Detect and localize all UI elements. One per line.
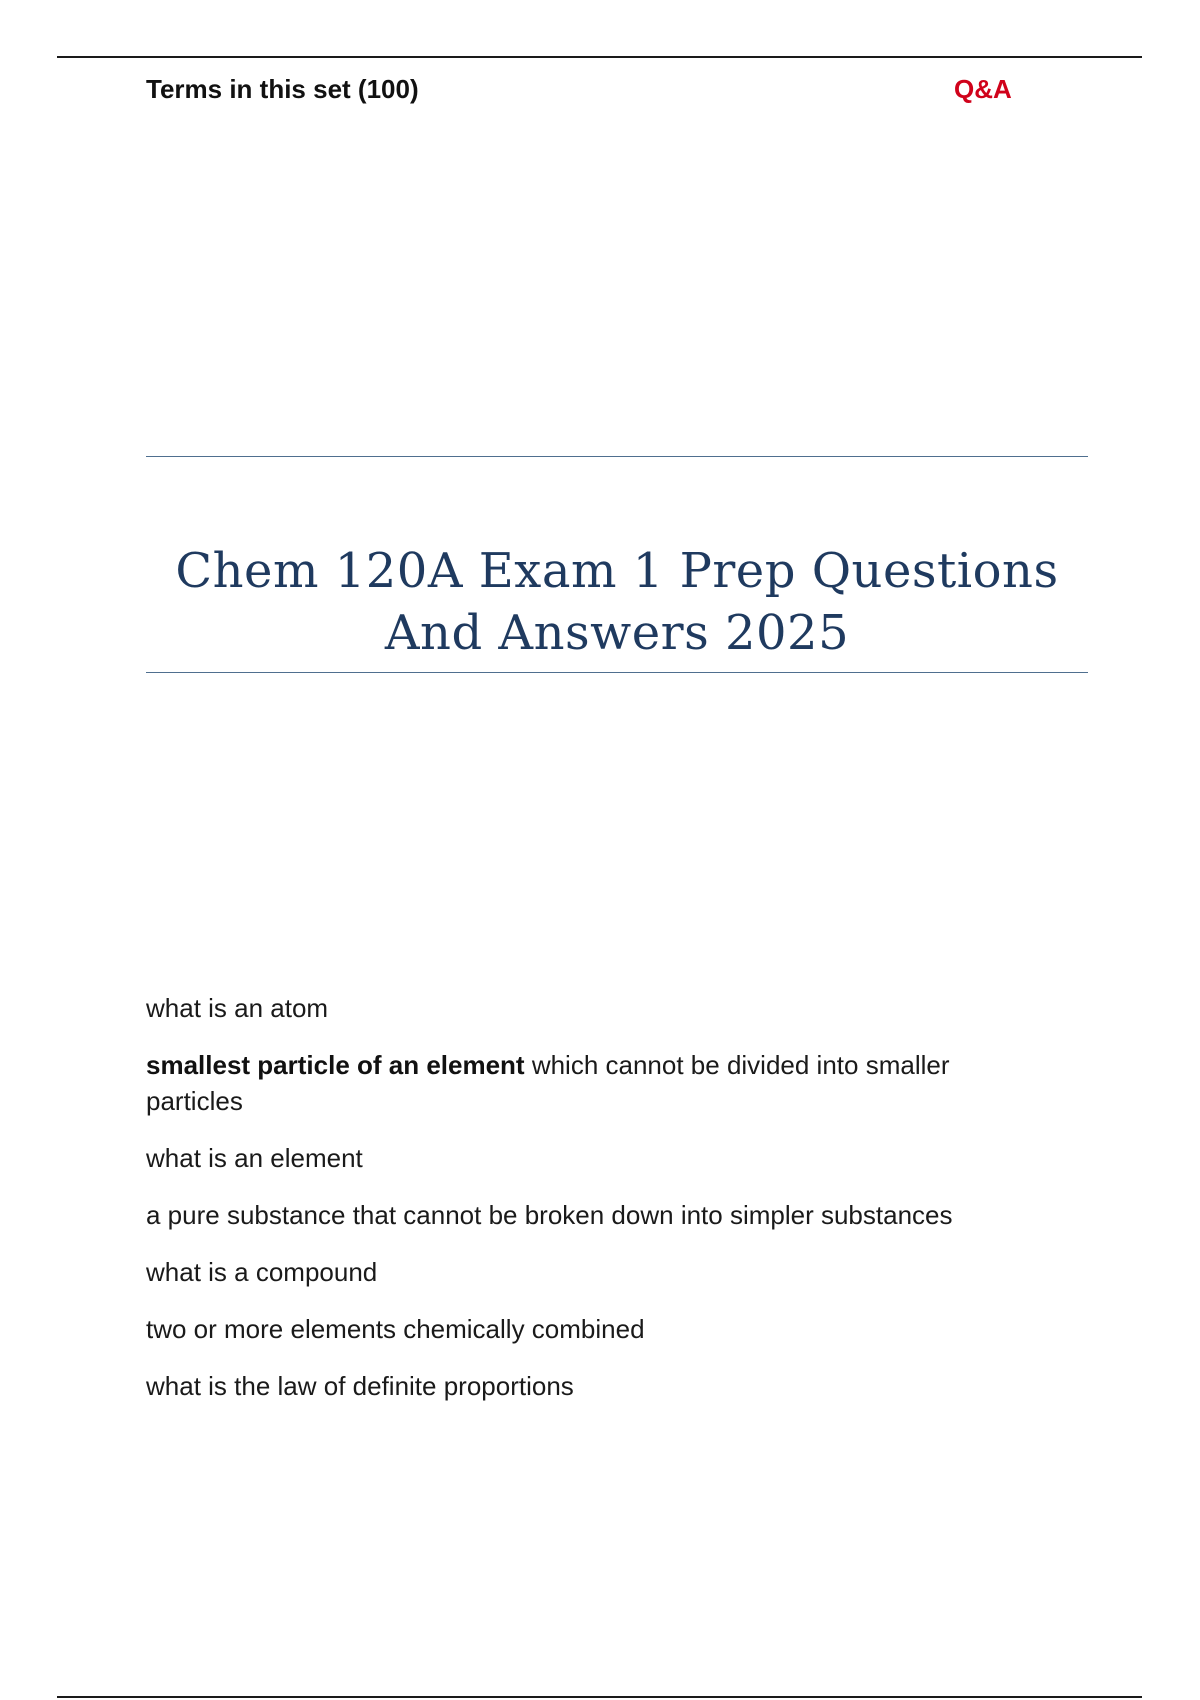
question-line: what is the law of definite proportions bbox=[146, 1371, 574, 1401]
question-line: what is an atom bbox=[146, 993, 329, 1023]
answer-text: which cannot be divided into smaller particles bbox=[146, 1050, 950, 1116]
qa-list bbox=[146, 990, 1046, 1425]
answer-line bbox=[146, 1047, 1046, 1119]
answer-bold-text: smallest particle of an element bbox=[146, 1050, 525, 1080]
bottom-rule bbox=[57, 1696, 1142, 1698]
answer-line: two or more elements chemically combined bbox=[146, 1314, 645, 1344]
qa-label: Q&A bbox=[954, 74, 1012, 104]
answer-line: a pure substance that cannot be broken down into simpler substances bbox=[146, 1200, 953, 1230]
title-rule-top bbox=[146, 456, 1088, 457]
top-rule bbox=[57, 56, 1142, 58]
title-rule-bottom bbox=[146, 672, 1088, 673]
terms-count-label: Terms in this set (100) bbox=[146, 74, 419, 104]
question-line: what is a compound bbox=[146, 1257, 378, 1287]
document-title: Chem 120A Exam 1 Prep Questions And Answers 2025 bbox=[175, 543, 1059, 661]
question-line: what is an element bbox=[146, 1143, 363, 1173]
